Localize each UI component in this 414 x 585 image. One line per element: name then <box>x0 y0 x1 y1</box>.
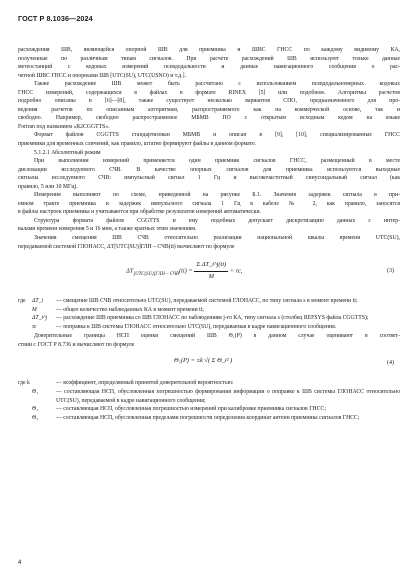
text-line: При выполнении измерений применяется один приемник сигналов ГНСС, размещенный в месте <box>34 158 400 165</box>
section-subheading: 5.1.2.1 Абсолютный режим <box>34 149 101 156</box>
text-line: валами времени измерения 5 и 16 мин, а также кратных этим значениям. <box>18 226 197 233</box>
text-line: дислокации исследуемого СЧВ. В качестве опорных сигналов для приемника используются выходные <box>18 166 400 173</box>
paragraph-5 <box>18 191 400 217</box>
formula-3-expression: $\Delta T_{[UTC(SU)]ГЛН - СЧВ}(ti)$ = $\frac{\text{Σ ΔT\_i\textasciicircum{}j(ti)}}{M}$ + τc, <box>126 261 243 280</box>
paragraph-1 <box>18 46 400 80</box>
text-line: ведения расчетов по описанным алгоритмам, распространяемого как на коммерческой основе, так и <box>18 106 400 113</box>
definition-row: где k — коэффициент, определяемый принятой доверительной вероятностью: <box>18 380 234 387</box>
text-line: сигналы исследуемого СЧВ: импульсный сигнал 1 Гц и высокочастотный синусоидальный сигнал (как <box>18 175 400 182</box>
formula-4-number: (4) <box>387 360 394 367</box>
definitions-1 <box>18 297 400 331</box>
text-line: метеостанций с кодовых измерений псевдодальности и данные навигационного сообщения о рас- <box>18 64 400 71</box>
text-line: четной ШВС ГНСС и опорными ШВ [UTC(SU), UTC(USNO) и т.д.]. <box>18 72 186 79</box>
page-number: 4 <box>18 560 22 566</box>
text-line: Также расхождение ШВ может быть рассчитано с использованием псевдодальномерных кодовых <box>34 81 400 88</box>
text-line: передаваемой системой ГЛОНАСС, ΔT[UTC(SU)]ГЛН – СЧВ(ti) вычисляют по формуле <box>18 243 235 250</box>
text-line: подробно описаны в [6]—[8], также существует несколько вариантов СПО, предназначенного для про- <box>18 98 400 105</box>
text-line: Значения смещения ШВ СЧВ относительно реализации национальной шкалы времени UTC(SU), <box>34 235 400 242</box>
definition-row: τc — поправка к ШВ системы ГЛОНАСС относительно UTC(SU), передаваемая в кадре навигационного сообщения. <box>32 323 337 330</box>
paragraph-4 <box>18 157 400 191</box>
text-line: Формат файлов CGGTTS стандартизован МБМВ и описан в [9], [10], специализированные ГНСС <box>34 132 400 139</box>
page-body <box>18 46 400 422</box>
definition-row: Θ₃ — составляющая НСП, обусловленная пределами погрешности определения координат антенн приемника сигналов ГНСС; <box>32 414 360 421</box>
formula-4-expression: Θ₁(P) = ±k √( Σ Θ_i² ) <box>174 357 233 365</box>
text-line: ствии с ГОСТ Р 8.736 и вычисляют по формуле <box>18 341 135 348</box>
definitions-2 <box>18 379 400 422</box>
paragraph-3 <box>18 131 400 148</box>
text-line: приемники для временных сличений, как правило, штатно формируют файлы в данном формате. <box>18 141 256 148</box>
formula-3-number: (3) <box>387 268 394 275</box>
definition-row: Θ₁ — составляющая НСП, обусловленная погрешностью формирования информации о поправке к ШВ системы ГЛОНАСС относительно UTC(SU), передаваемой в кадре навигационного сообщения; <box>32 388 400 404</box>
text-line: полученные по различным типам сигналов. При расчете расхождений ШВ используют только данные <box>18 55 400 62</box>
text-line: в файлы настроек приемника и учитываются при обработке результатов измерений автоматически. <box>18 209 261 216</box>
paragraph-8 <box>18 332 400 349</box>
text-line: расхождения ШВ, являющейся опорной ШВ для приемника и ШВС ГНСС по каждому видимому КА, <box>18 47 400 53</box>
text-line: Структура формата файлов CGGTTS и ему подобных допускает дискретизацию данных с интер- <box>34 217 400 224</box>
formula-3 <box>18 255 400 295</box>
formula-4 <box>18 351 400 377</box>
paragraph-6 <box>18 217 400 234</box>
definition-row: Θ₂ — составляющая НСП, обусловленная погрешностью измерений при калибровке приемника сигналов ГНСС; <box>32 406 326 413</box>
text-line: правило, 5 или 10 МГц). <box>18 183 78 190</box>
standard-code: ГОСТ Р 8.1036—2024 <box>18 14 93 23</box>
paragraph-2 <box>18 80 400 131</box>
paragraph-7 <box>18 234 400 251</box>
definition-row: M — общее количество наблюдаемых КА в момент времени ti; <box>32 306 204 313</box>
text-line: Доверительные границы НСП оценки смещений ШВ Θ₁(P) в данном случае оценивают в соответ- <box>34 333 400 340</box>
definition-row: где ΔT_i — смещение ШВ СЧВ относительно UTC(SU), передаваемой системой ГЛОНАСС, по типу сигнала s в момент времени ti; <box>18 298 358 305</box>
text-line: Измерения выполняют по схеме, приведенной на рисунке Б.1. Значения задержек сигнала в при- <box>34 192 400 199</box>
text-line: свободно. Например, свободно распространяемое МБМВ ПО с открытым исходным кодом на языке <box>18 115 400 122</box>
text-line: ГНСС измерений, содержащихся в файлах в формате RINEX [5] или подобном. Алгоритмы расчетов <box>18 89 400 96</box>
text-line: емном тракте приемника и задержек импульсного сигнала 1 Гц в кабеле № 2, как правило, заносятся <box>18 200 400 207</box>
text-line: Fortran под названием «R2CGGTTS». <box>18 123 110 130</box>
definition-row: ΔT_i^j — расхождение ШВ приемника со ШВ ГЛОНАСС по наблюдениям j-го КА, типу сигнала s (столбец REFSYS файла CGGTTS); <box>32 315 369 322</box>
fraction: $\frac{\text{Σ ΔT\_i\textasciicircum{}j(ti)}}{M}$ <box>196 261 227 280</box>
